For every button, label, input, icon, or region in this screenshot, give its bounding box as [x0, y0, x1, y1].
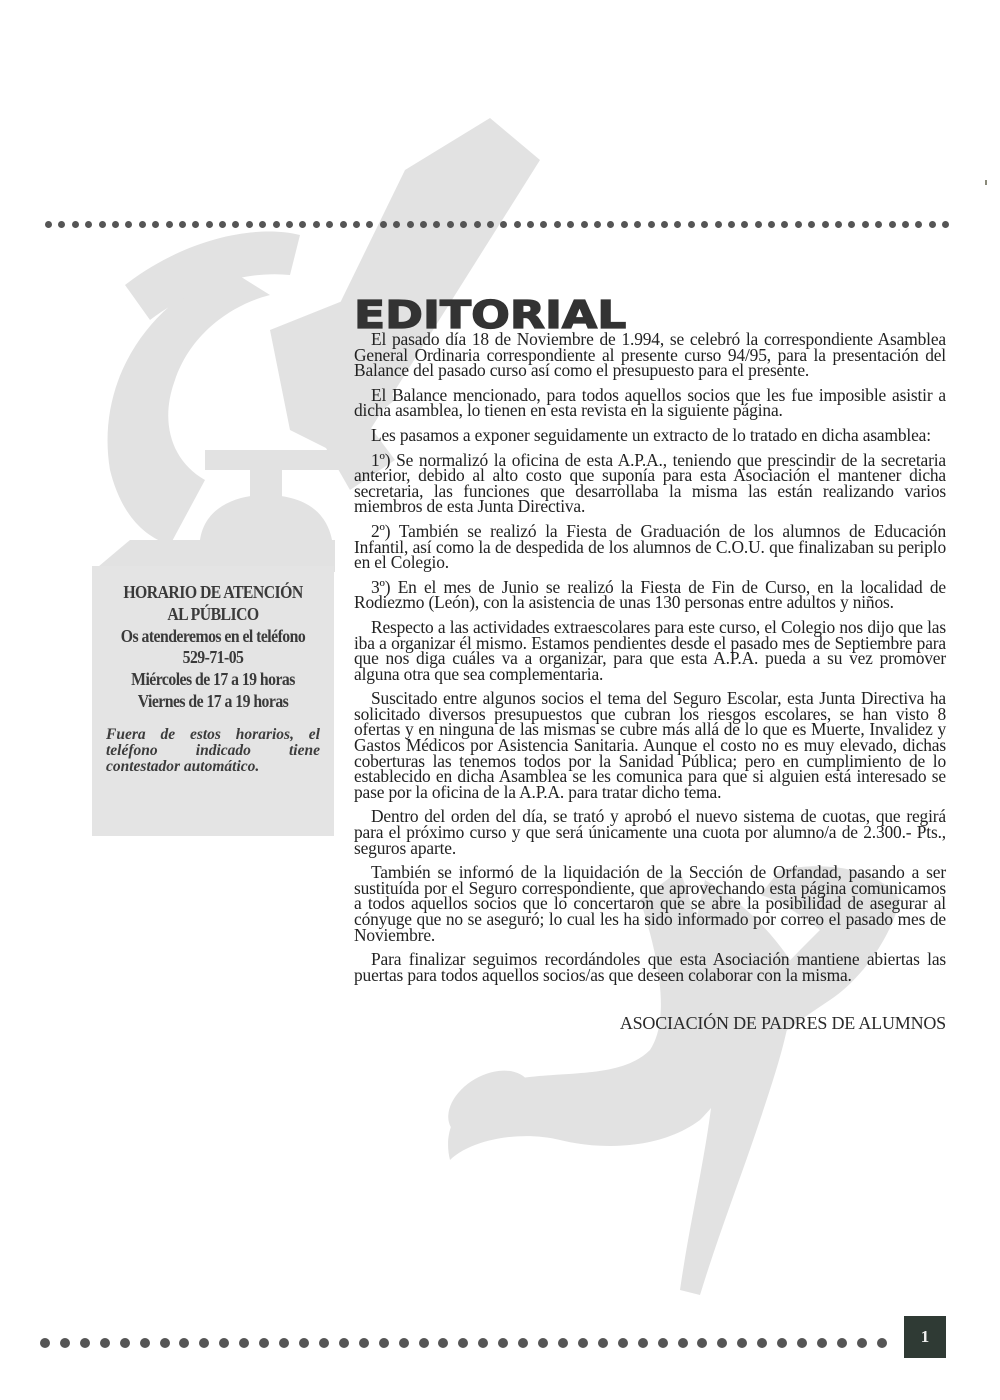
dot-icon [540, 221, 547, 228]
phone-number: 529-71-05 [182, 647, 244, 668]
article-paragraph: Para finalizar seguimos recordándoles que esta Asociación mantiene abiertas las puertas para todos aquellos socios/as que deseen colaborar con la misma. [354, 949, 946, 985]
dot-icon [279, 1338, 289, 1348]
dot-icon [299, 1338, 309, 1348]
office-hours-title-line1: HORARIO DE ATENCIÓN [123, 582, 303, 602]
dot-icon [206, 221, 213, 228]
dot-icon [393, 221, 400, 228]
top-dotted-rule [45, 221, 950, 228]
dot-icon [319, 1338, 329, 1348]
dot-icon [822, 221, 829, 228]
bottom-dotted-rule [40, 1338, 887, 1348]
dot-icon [837, 1338, 847, 1348]
dot-icon [498, 1338, 508, 1348]
dot-icon [598, 1338, 608, 1348]
dot-icon [607, 221, 614, 228]
dot-icon [259, 221, 266, 228]
dot-icon [678, 1338, 688, 1348]
dot-icon [581, 221, 588, 228]
dot-icon [139, 221, 146, 228]
dot-icon [80, 1338, 90, 1348]
dot-icon [366, 221, 373, 228]
dot-icon [638, 1338, 648, 1348]
dot-icon [160, 1338, 170, 1348]
dot-icon [567, 221, 574, 228]
dot-icon [757, 1338, 767, 1348]
article-paragraph: El Balance mencionado, para todos aquellos socios que les fue imposible asistir a dicha asamblea, lo tienen en esta revista en la siguiente página. [354, 384, 946, 421]
dot-icon [179, 1338, 189, 1348]
dot-icon [697, 1338, 707, 1348]
dot-icon [487, 221, 494, 228]
dot-icon [538, 1338, 548, 1348]
dot-icon [380, 221, 387, 228]
dot-icon [340, 221, 347, 228]
dot-icon [125, 221, 132, 228]
dot-icon [420, 221, 427, 228]
article-title: EDITORIAL [354, 293, 627, 337]
article-paragraph: También se informó de la liquidación de la Sección de Orfandad, pasando a ser sustituída por el Seguro correspondiente, que aprovechando esta página comunicamos a todos aquellos socios que lo concertaron que se abre la posibilidad de asegurar al cónyuge que no se aseguró; lo cual les ha sido informado por correo el pasado mes de Noviembre. [354, 862, 946, 945]
dot-icon [514, 221, 521, 228]
dot-icon [152, 221, 159, 228]
dot-icon [902, 221, 909, 228]
dot-icon [58, 221, 65, 228]
dot-icon [737, 1338, 747, 1348]
dot-icon [741, 221, 748, 228]
article-signature: ASOCIACIÓN DE PADRES DE ALUMNOS [619, 1013, 946, 1034]
dot-icon [419, 1338, 429, 1348]
dot-icon [326, 221, 333, 228]
article-paragraph: 1º) Se normalizó la oficina de esta A.P.A., teniendo que prescindir de la secretaria anterior, debido al alto costo que suponía para esta Asociación el mantener dicha secretaria, las funciones que desarrollaba la misma las están realizando varios miembros de esta Junta Directiva. [354, 449, 946, 517]
dot-icon [857, 1338, 867, 1348]
dot-icon [594, 221, 601, 228]
dot-icon [99, 221, 106, 228]
dot-icon [112, 221, 119, 228]
dot-icon [797, 1338, 807, 1348]
article-body [354, 329, 946, 985]
dot-icon [286, 221, 293, 228]
dot-icon [648, 221, 655, 228]
dot-icon [768, 221, 775, 228]
dot-icon [447, 221, 454, 228]
dot-icon [527, 221, 534, 228]
dot-icon [621, 221, 628, 228]
dot-icon [777, 1338, 787, 1348]
dot-icon [458, 1338, 468, 1348]
dot-icon [259, 1338, 269, 1348]
dot-icon [359, 1338, 369, 1348]
dot-icon [478, 1338, 488, 1348]
schedule-wednesday: Miércoles de 17 a 19 horas [131, 669, 295, 690]
dot-icon [688, 221, 695, 228]
dot-icon [661, 221, 668, 228]
dot-icon [578, 1338, 588, 1348]
answering-machine-note: Fuera de estos horarios, el teléfono indicado tiene contestador automático. [106, 725, 320, 775]
office-hours-box [92, 566, 334, 836]
dot-icon [835, 221, 842, 228]
dot-icon [40, 1338, 50, 1348]
dot-icon [399, 1338, 409, 1348]
dot-icon [674, 221, 681, 228]
article-paragraph: Les pasamos a exponer seguidamente un extracto de lo tratado en dicha asamblea: [371, 424, 931, 445]
dot-icon [817, 1338, 827, 1348]
dot-icon [875, 221, 882, 228]
dot-icon [474, 221, 481, 228]
dot-icon [85, 221, 92, 228]
dot-icon [433, 221, 440, 228]
dot-icon [339, 1338, 349, 1348]
dot-icon [199, 1338, 209, 1348]
dot-icon [500, 221, 507, 228]
article-paragraph: 3º) En el mes de Junio se realizó la Fiesta de Fin de Curso, en la localidad de Rodiezmo (León), con la asistencia de unas 130 personas entre adultos y niños. [354, 576, 946, 613]
article-paragraph: Respecto a las actividades extraescolares para este curso, el Colegio nos dijo que las iba a organizar él mismo. Estamos pendientes desde el pasado mes de Septiembre para que nos diga cuáles va a organizar, para que esta A.P.A. pueda a su vez promover alguna otra que sea complementaria. [354, 616, 946, 684]
dot-icon [701, 221, 708, 228]
dot-icon [658, 1338, 668, 1348]
dot-icon [232, 221, 239, 228]
dot-icon [808, 221, 815, 228]
dot-icon [848, 221, 855, 228]
dot-icon [72, 221, 79, 228]
dot-icon [353, 221, 360, 228]
dot-icon [166, 221, 173, 228]
dot-icon [728, 221, 735, 228]
dot-icon [379, 1338, 389, 1348]
dot-icon [273, 221, 280, 228]
dot-icon [100, 1338, 110, 1348]
dot-icon [192, 221, 199, 228]
dot-icon [942, 221, 949, 228]
dot-icon [554, 221, 561, 228]
scan-speck [985, 180, 987, 185]
dot-icon [60, 1338, 70, 1348]
dot-icon [717, 1338, 727, 1348]
dot-icon [781, 221, 788, 228]
dot-icon [140, 1338, 150, 1348]
dot-icon [438, 1338, 448, 1348]
office-hours [115, 582, 311, 713]
dot-icon [915, 221, 922, 228]
article-paragraph: Suscitado entre algunos socios el tema del Seguro Escolar, esta Junta Directiva ha solicitado diversos presupuestos que cubran los riesgos escolares, se han visto 8 ofertas y en ninguna de las mismas se cubre más allá de lo que es Muerte, Invalidez y Gastos Médicos por Asistencia Sanitaria. Aunque el costo no es muy elevado, dichas coberturas las tenemos todos por la Sanidad Pública; pero en cumplimiento de lo establecido en dicha Asamblea se les comunica para que si alguien está interesado se pase por la oficina de la A.P.A. para tratar dicho tema. [354, 688, 946, 802]
dot-icon [120, 1338, 130, 1348]
dot-icon [219, 1338, 229, 1348]
phone-intro: Os atenderemos en el teléfono [120, 625, 306, 646]
article-paragraph: El pasado día 18 de Noviembre de 1.994, se celebró la correspondiente Asamblea General Ordinaria correspondiente al presente curso 94/95, para la presentación del Balance del pasado curso así como el presupuesto para el presente. [354, 329, 946, 381]
article-paragraph: 2º) También se realizó la Fiesta de Graduación de los alumnos de Educación Infantil, así como la de despedida de los alumnos de C.O.U. que finalizaban su periplo en el Colegio. [354, 520, 946, 573]
dot-icon [313, 221, 320, 228]
article-paragraph: Dentro del orden del día, se trató y aprobó el nuevo sistema de cuotas, que regirá para el próximo curso y que será únicamente una cuota por alumno/a de 2.300.- Pts., seguros aparte. [354, 806, 946, 858]
dot-icon [715, 221, 722, 228]
editorial-article [354, 293, 946, 1034]
dot-icon [299, 221, 306, 228]
dot-icon [634, 221, 641, 228]
dot-icon [460, 221, 467, 228]
dot-icon [179, 221, 186, 228]
page-number: 1 [904, 1316, 946, 1358]
dot-icon [618, 1338, 628, 1348]
dot-icon [45, 221, 52, 228]
dot-icon [889, 221, 896, 228]
dot-icon [877, 1338, 887, 1348]
schedule-friday: Viernes de 17 a 19 horas [137, 690, 289, 711]
dot-icon [239, 1338, 249, 1348]
dot-icon [755, 221, 762, 228]
dot-icon [219, 221, 226, 228]
dot-icon [246, 221, 253, 228]
dot-icon [558, 1338, 568, 1348]
dot-icon [929, 221, 936, 228]
dot-icon [518, 1338, 528, 1348]
dot-icon [862, 221, 869, 228]
office-hours-title-line2: AL PÚBLICO [167, 603, 259, 624]
dot-icon [795, 221, 802, 228]
dot-icon [407, 221, 414, 228]
